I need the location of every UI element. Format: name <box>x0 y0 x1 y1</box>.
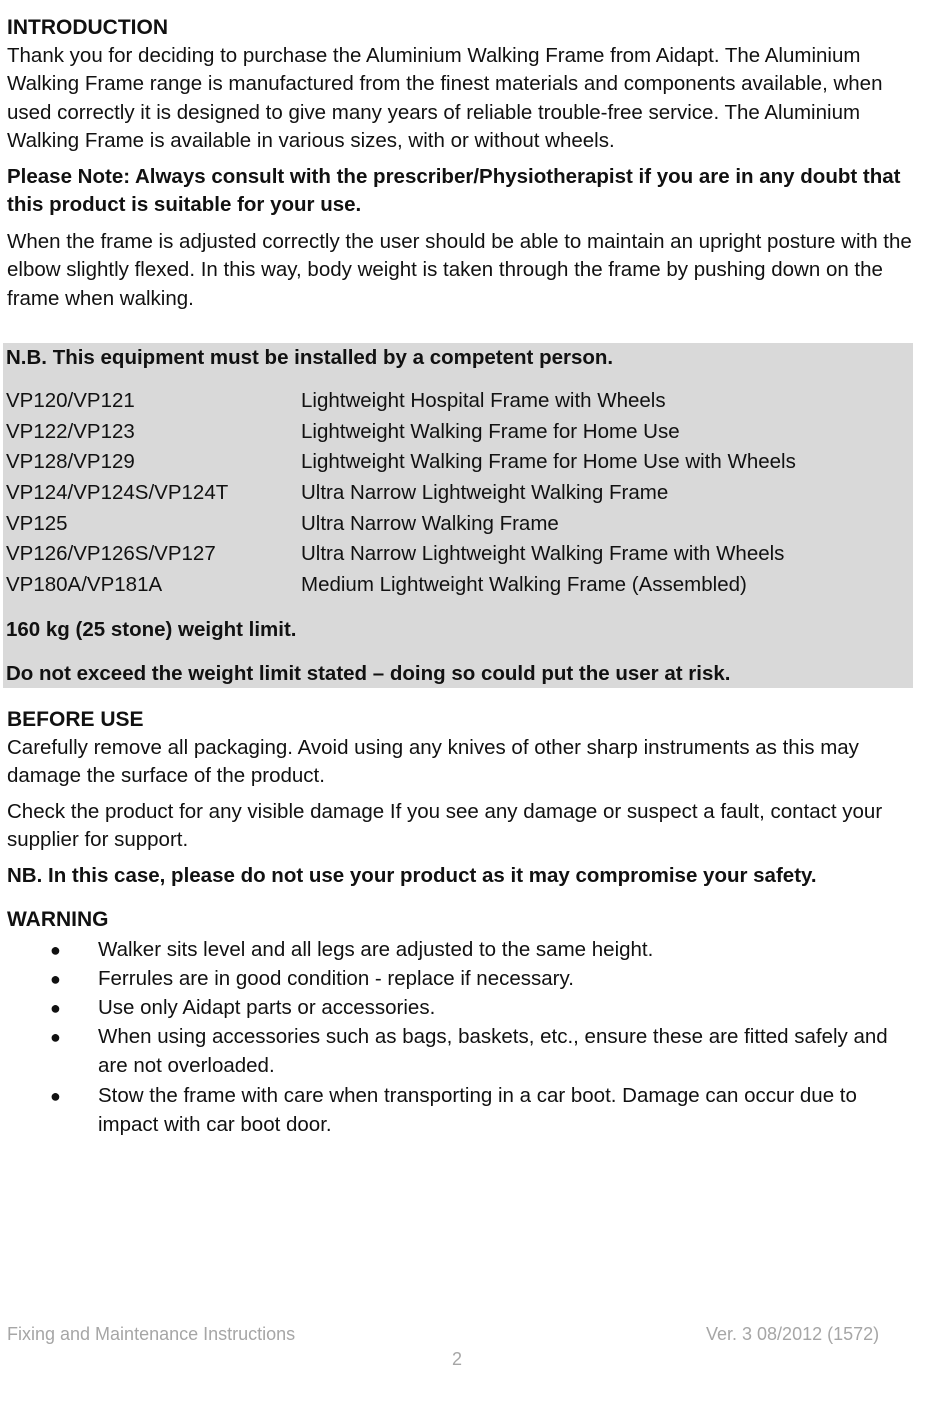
adjustment-paragraph: When the frame is adjusted correctly the user should be able to maintain an upright posture with the elbow slightly flexed. In this way, body weight is taken through the frame by pushing down on the frame when walking. <box>7 230 912 310</box>
product-code: VP125 <box>6 512 68 535</box>
introduction-heading: INTRODUCTION <box>7 16 168 39</box>
safety-nb: NB. In this case, please do not use your product as it may compromise your safety. <box>7 864 817 887</box>
bullet-icon: ● <box>50 940 61 960</box>
product-description: Ultra Narrow Walking Frame <box>301 512 559 535</box>
product-row <box>3 386 903 416</box>
warning-list-item <box>50 936 900 965</box>
product-code: VP128/VP129 <box>6 450 135 473</box>
footer-document-title: Fixing and Maintenance Instructions <box>7 1324 296 1344</box>
product-description: Ultra Narrow Lightweight Walking Frame with Wheels <box>301 542 785 565</box>
product-description: Lightweight Hospital Frame with Wheels <box>301 389 666 412</box>
warning-list-item <box>50 965 900 994</box>
warning-item-text: Ferrules are in good condition - replace if necessary. <box>98 967 574 990</box>
footer-version: Ver. 3 08/2012 (1572) <box>706 1324 880 1344</box>
warning-item-text: Use only Aidapt parts or accessories. <box>98 996 436 1019</box>
product-row <box>3 570 903 600</box>
product-row <box>3 509 903 539</box>
product-description: Lightweight Walking Frame for Home Use <box>301 420 680 443</box>
before-use-heading: BEFORE USE <box>7 708 144 731</box>
product-code: VP126/VP126S/VP127 <box>6 542 216 565</box>
warning-item-text: Stow the frame with care when transporting in a car boot. Damage can occur due to impact with car boot door. <box>98 1084 857 1136</box>
product-code: VP122/VP123 <box>6 420 135 443</box>
product-code: VP120/VP121 <box>6 389 135 412</box>
bullet-icon: ● <box>50 998 61 1018</box>
warning-item-text: When using accessories such as bags, baskets, etc., ensure these are fitted safely and are not overloaded. <box>98 1025 888 1077</box>
product-description: Lightweight Walking Frame for Home Use with Wheels <box>301 450 796 473</box>
product-code: VP180A/VP181A <box>6 573 163 596</box>
product-description: Medium Lightweight Walking Frame (Assembled) <box>301 573 747 596</box>
weight-limit: 160 kg (25 stone) weight limit. <box>6 618 297 641</box>
warning-list-item <box>50 1082 900 1140</box>
warning-list-item <box>50 994 900 1023</box>
product-row <box>3 447 903 477</box>
warning-heading: WARNING <box>7 908 109 931</box>
please-note: Please Note: Always consult with the prescriber/Physiotherapist if you are in any doubt that this product is suitable for your use. <box>7 165 901 217</box>
product-row <box>3 539 903 569</box>
bullet-icon: ● <box>50 969 61 989</box>
product-description: Ultra Narrow Lightweight Walking Frame <box>301 481 669 504</box>
warning-list-item <box>50 1023 900 1081</box>
product-row <box>3 417 903 447</box>
before-use-paragraph: Carefully remove all packaging. Avoid using any knives of other sharp instruments as this may damage the surface of the product. <box>7 736 859 788</box>
nb-box <box>3 343 913 688</box>
check-damage-paragraph: Check the product for any visible damage If you see any damage or suspect a fault, contact your supplier for support. <box>7 800 883 852</box>
warning-item-text: Walker sits level and all legs are adjusted to the same height. <box>98 938 654 961</box>
introduction-paragraph: Thank you for deciding to purchase the Aluminium Walking Frame from Aidapt. The Aluminium Walking Frame range is manufactured from the finest materials and components available, when used correctly it is designed to give many years of reliable trouble-free service. The Aluminium Walking Frame is available in various sizes, with or without wheels. <box>7 44 883 152</box>
product-code: VP124/VP124S/VP124T <box>6 481 229 504</box>
bullet-icon: ● <box>50 1027 61 1047</box>
product-row <box>3 478 903 508</box>
install-note: N.B. This equipment must be installed by a competent person. <box>6 346 614 369</box>
bullet-icon: ● <box>50 1086 61 1106</box>
weight-warning: Do not exceed the weight limit stated – doing so could put the user at risk. <box>6 662 731 685</box>
page-number: 2 <box>452 1349 463 1369</box>
